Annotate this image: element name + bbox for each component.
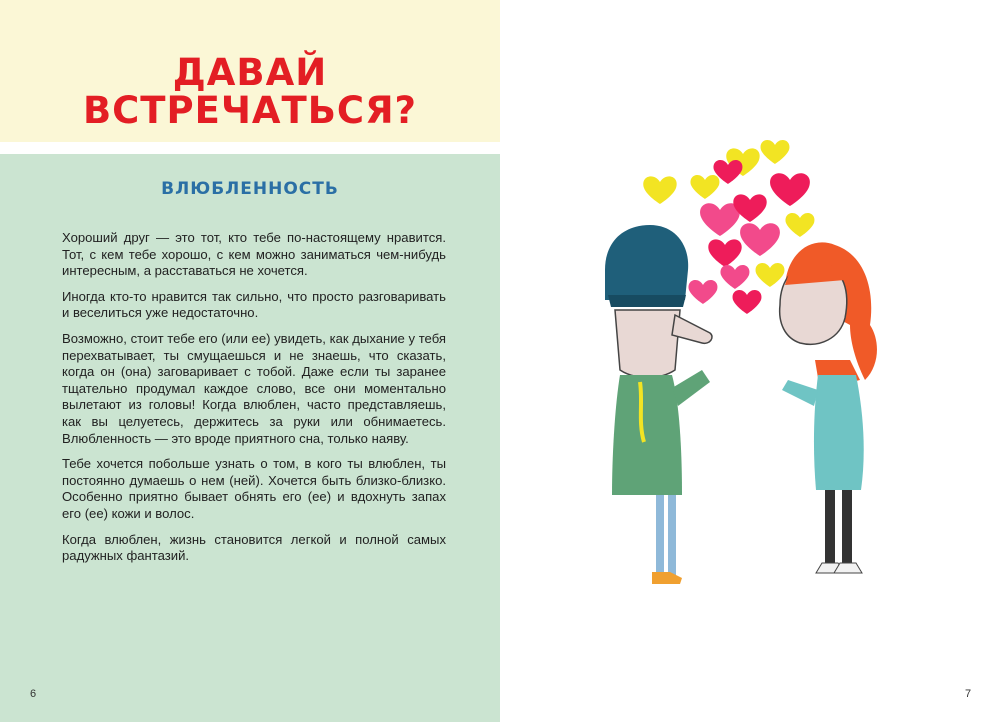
body-block xyxy=(0,154,500,722)
text-column xyxy=(62,230,446,574)
girl-figure xyxy=(780,242,877,573)
page-number-right: 7 xyxy=(965,688,972,700)
paragraph-1: Хороший друг — это тот, кто тебе по-настоящему нравится. Тот, с кем тебе хорошо, с кем можно заниматься чем-нибудь интересным, а расставаться не хочется. xyxy=(62,230,446,279)
paragraph-5: Когда влюблен, жизнь становится легкой и полной самых радужных фантазий. xyxy=(62,531,446,564)
paragraph-2: Иногда кто-то нравится так сильно, что просто разговаривать и веселиться уже недостаточно. xyxy=(62,288,446,321)
boy-figure xyxy=(605,225,712,584)
paragraph-3: Возможно, стоит тебе его (или ее) увидеть, как дыхание у тебя перехватывает, ты смущаешься и не знаешь, что сказать, когда он (она) заговаривает с тобой. Даже если ты заранее тщательно продумал каждое слово, все они моментально вылетают из головы! Когда влюблен, часто представляешь, как вы целуетесь, держитесь за руки или обнимаетесь. Влюбленность — это вроде приятного сна, только наяву. xyxy=(62,330,446,446)
couple-with-hearts-illustration xyxy=(560,120,920,590)
chapter-title-line-2: ВСТРЕЧАТЬСЯ? xyxy=(82,89,418,132)
divider-strip xyxy=(0,142,500,154)
chapter-title-line-1: ДАВАЙ xyxy=(172,51,328,94)
chapter-title xyxy=(0,51,500,132)
paragraph-4: Тебе хочется побольше узнать о том, в кого ты влюблен, ты постоянно думаешь о нем (ней). Хочется быть близко-близко. Особенно приятно бывает обнять его (ее) и вдохнуть запах его (ее) кожи и волос. xyxy=(62,456,446,521)
title-block xyxy=(0,0,500,142)
page-number-left: 6 xyxy=(30,688,37,700)
section-heading: ВЛЮБЛЕННОСТЬ xyxy=(161,179,339,199)
